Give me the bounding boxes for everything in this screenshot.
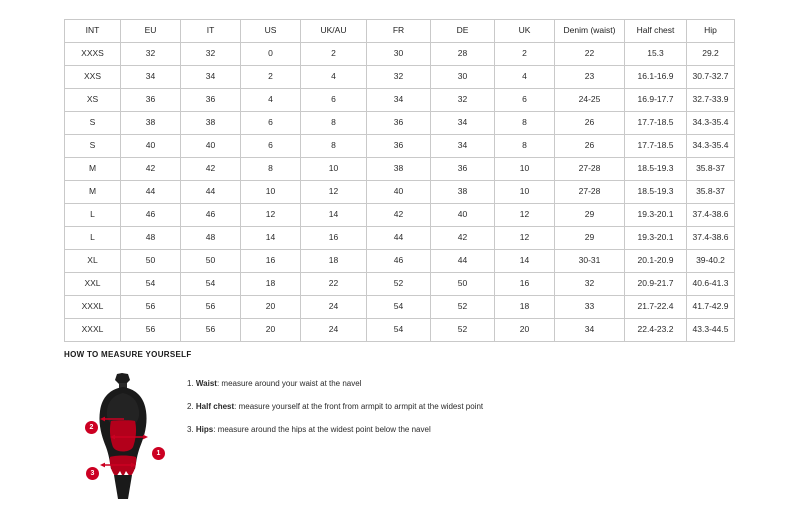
column-header-de: DE	[431, 20, 495, 43]
cell-us: 0	[241, 43, 301, 66]
cell-hip: 37.4-38.6	[687, 227, 735, 250]
cell-us: 20	[241, 296, 301, 319]
size-chart-container	[64, 19, 734, 342]
cell-uk-au: 6	[301, 89, 367, 112]
cell-half-chest: 20.9-21.7	[625, 273, 687, 296]
cell-de: 32	[431, 89, 495, 112]
cell-eu: 46	[121, 204, 181, 227]
cell-uk-au: 24	[301, 319, 367, 342]
cell-eu: 56	[121, 296, 181, 319]
table-row	[65, 273, 735, 296]
table-row	[65, 135, 735, 158]
cell-hip: 41.7-42.9	[687, 296, 735, 319]
cell-uk-au: 16	[301, 227, 367, 250]
cell-eu: 48	[121, 227, 181, 250]
cell-int: XL	[65, 250, 121, 273]
cell-denim-waist: 27-28	[555, 158, 625, 181]
how-to-measure-section	[64, 350, 744, 501]
cell-uk-au: 22	[301, 273, 367, 296]
table-row	[65, 158, 735, 181]
cell-int: S	[65, 135, 121, 158]
mannequin-figure	[64, 371, 179, 501]
cell-it: 54	[181, 273, 241, 296]
cell-hip: 37.4-38.6	[687, 204, 735, 227]
measure-note-term: Waist	[195, 379, 217, 388]
cell-de: 42	[431, 227, 495, 250]
cell-it: 38	[181, 112, 241, 135]
cell-uk: 2	[495, 43, 555, 66]
cell-uk: 12	[495, 204, 555, 227]
table-row	[65, 66, 735, 89]
cell-it: 46	[181, 204, 241, 227]
cell-fr: 54	[367, 296, 431, 319]
cell-denim-waist: 26	[555, 112, 625, 135]
cell-eu: 34	[121, 66, 181, 89]
table-header-row	[65, 20, 735, 43]
cell-de: 30	[431, 66, 495, 89]
cell-hip: 29.2	[687, 43, 735, 66]
cell-eu: 50	[121, 250, 181, 273]
measure-badge-2: 2	[85, 421, 98, 434]
cell-de: 50	[431, 273, 495, 296]
cell-hip: 34.3-35.4	[687, 112, 735, 135]
cell-us: 4	[241, 89, 301, 112]
cell-int: XXXL	[65, 319, 121, 342]
table-row	[65, 89, 735, 112]
cell-denim-waist: 27-28	[555, 181, 625, 204]
cell-fr: 34	[367, 89, 431, 112]
table-body	[65, 43, 735, 342]
cell-eu: 44	[121, 181, 181, 204]
column-header-uk-au: UK/AU	[301, 20, 367, 43]
cell-us: 14	[241, 227, 301, 250]
cell-uk-au: 14	[301, 204, 367, 227]
cell-uk-au: 2	[301, 43, 367, 66]
table-row	[65, 319, 735, 342]
cell-fr: 52	[367, 273, 431, 296]
measure-note-index: 3.	[187, 424, 194, 434]
cell-eu: 54	[121, 273, 181, 296]
cell-it: 40	[181, 135, 241, 158]
cell-fr: 32	[367, 66, 431, 89]
cell-uk: 16	[495, 273, 555, 296]
cell-hip: 40.6-41.3	[687, 273, 735, 296]
cell-hip: 43.3-44.5	[687, 319, 735, 342]
cell-uk-au: 8	[301, 135, 367, 158]
cell-de: 44	[431, 250, 495, 273]
cell-int: L	[65, 204, 121, 227]
how-to-measure-body	[64, 371, 744, 501]
cell-eu: 38	[121, 112, 181, 135]
cell-denim-waist: 24-25	[555, 89, 625, 112]
column-header-hip: Hip	[687, 20, 735, 43]
cell-it: 32	[181, 43, 241, 66]
measure-note-index: 2.	[187, 401, 194, 411]
cell-uk: 18	[495, 296, 555, 319]
measure-note-text: : measure yourself at the front from armpit to armpit at the widest point	[234, 401, 484, 411]
cell-us: 12	[241, 204, 301, 227]
measure-notes-list	[179, 371, 483, 447]
measure-note-index: 1.	[187, 379, 194, 388]
cell-int: XXL	[65, 273, 121, 296]
cell-eu: 32	[121, 43, 181, 66]
cell-half-chest: 16.9-17.7	[625, 89, 687, 112]
table-header	[65, 20, 735, 43]
cell-denim-waist: 33	[555, 296, 625, 319]
cell-uk-au: 18	[301, 250, 367, 273]
cell-half-chest: 17.7-18.5	[625, 135, 687, 158]
cell-uk-au: 10	[301, 158, 367, 181]
cell-eu: 40	[121, 135, 181, 158]
cell-half-chest: 16.1-16.9	[625, 66, 687, 89]
cell-us: 8	[241, 158, 301, 181]
cell-hip: 39-40.2	[687, 250, 735, 273]
cell-fr: 40	[367, 181, 431, 204]
cell-half-chest: 15.3	[625, 43, 687, 66]
cell-de: 28	[431, 43, 495, 66]
cell-fr: 42	[367, 204, 431, 227]
cell-fr: 46	[367, 250, 431, 273]
measure-note-text: : measure around your waist at the navel	[216, 379, 362, 388]
cell-uk: 14	[495, 250, 555, 273]
cell-uk-au: 8	[301, 112, 367, 135]
cell-us: 10	[241, 181, 301, 204]
cell-uk-au: 24	[301, 296, 367, 319]
cell-eu: 36	[121, 89, 181, 112]
cell-eu: 42	[121, 158, 181, 181]
cell-us: 16	[241, 250, 301, 273]
cell-half-chest: 21.7-22.4	[625, 296, 687, 319]
cell-uk: 8	[495, 112, 555, 135]
cell-it: 34	[181, 66, 241, 89]
how-to-measure-title: HOW TO MEASURE YOURSELF	[64, 350, 192, 359]
cell-eu: 56	[121, 319, 181, 342]
cell-us: 6	[241, 112, 301, 135]
cell-fr: 30	[367, 43, 431, 66]
cell-hip: 35.8-37	[687, 158, 735, 181]
cell-de: 52	[431, 296, 495, 319]
cell-us: 18	[241, 273, 301, 296]
cell-int: L	[65, 227, 121, 250]
measure-badge-1: 1	[152, 447, 165, 460]
cell-half-chest: 18.5-19.3	[625, 158, 687, 181]
size-chart-table	[64, 19, 735, 342]
table-row	[65, 112, 735, 135]
measure-note-term: Hips	[195, 424, 214, 434]
table-row	[65, 227, 735, 250]
cell-uk: 6	[495, 89, 555, 112]
cell-de: 36	[431, 158, 495, 181]
cell-it: 44	[181, 181, 241, 204]
column-header-eu: EU	[121, 20, 181, 43]
cell-de: 34	[431, 112, 495, 135]
cell-hip: 32.7-33.9	[687, 89, 735, 112]
cell-hip: 35.8-37	[687, 181, 735, 204]
cell-it: 56	[181, 319, 241, 342]
cell-half-chest: 19.3-20.1	[625, 227, 687, 250]
cell-de: 34	[431, 135, 495, 158]
cell-uk-au: 12	[301, 181, 367, 204]
cell-int: M	[65, 181, 121, 204]
cell-us: 6	[241, 135, 301, 158]
cell-de: 52	[431, 319, 495, 342]
table-row	[65, 296, 735, 319]
cell-hip: 30.7-32.7	[687, 66, 735, 89]
cell-us: 20	[241, 319, 301, 342]
table-row	[65, 181, 735, 204]
measure-note-term: Half chest	[195, 401, 235, 411]
cell-uk: 8	[495, 135, 555, 158]
measure-badge-3: 3	[86, 467, 99, 480]
cell-denim-waist: 34	[555, 319, 625, 342]
cell-uk-au: 4	[301, 66, 367, 89]
cell-int: M	[65, 158, 121, 181]
mannequin-illustration	[64, 371, 179, 501]
column-header-int: INT	[65, 20, 121, 43]
cell-int: S	[65, 112, 121, 135]
cell-de: 40	[431, 204, 495, 227]
cell-it: 48	[181, 227, 241, 250]
cell-fr: 38	[367, 158, 431, 181]
cell-half-chest: 17.7-18.5	[625, 112, 687, 135]
measure-note-waist	[187, 379, 483, 390]
cell-uk: 12	[495, 227, 555, 250]
cell-it: 36	[181, 89, 241, 112]
cell-int: XXXS	[65, 43, 121, 66]
cell-int: XXXL	[65, 296, 121, 319]
column-header-us: US	[241, 20, 301, 43]
cell-half-chest: 20.1-20.9	[625, 250, 687, 273]
cell-de: 38	[431, 181, 495, 204]
measure-note-hips	[187, 425, 483, 436]
cell-half-chest: 18.5-19.3	[625, 181, 687, 204]
cell-denim-waist: 29	[555, 227, 625, 250]
table-row	[65, 204, 735, 227]
column-header-fr: FR	[367, 20, 431, 43]
cell-half-chest: 22.4-23.2	[625, 319, 687, 342]
cell-hip: 34.3-35.4	[687, 135, 735, 158]
measure-note-half-chest	[187, 402, 483, 413]
cell-uk: 20	[495, 319, 555, 342]
cell-us: 2	[241, 66, 301, 89]
cell-fr: 36	[367, 112, 431, 135]
cell-int: XXS	[65, 66, 121, 89]
cell-denim-waist: 23	[555, 66, 625, 89]
column-header-it: IT	[181, 20, 241, 43]
table-row	[65, 43, 735, 66]
column-header-half-chest: Half chest	[625, 20, 687, 43]
column-header-uk: UK	[495, 20, 555, 43]
cell-it: 50	[181, 250, 241, 273]
cell-uk: 10	[495, 158, 555, 181]
cell-denim-waist: 26	[555, 135, 625, 158]
cell-denim-waist: 29	[555, 204, 625, 227]
table-row	[65, 250, 735, 273]
cell-denim-waist: 30-31	[555, 250, 625, 273]
column-header-denim-waist: Denim (waist)	[555, 20, 625, 43]
cell-int: XS	[65, 89, 121, 112]
cell-it: 56	[181, 296, 241, 319]
cell-uk: 4	[495, 66, 555, 89]
cell-fr: 54	[367, 319, 431, 342]
measure-note-text: : measure around the hips at the widest point below the navel	[213, 424, 431, 434]
cell-fr: 44	[367, 227, 431, 250]
cell-fr: 36	[367, 135, 431, 158]
cell-half-chest: 19.3-20.1	[625, 204, 687, 227]
cell-it: 42	[181, 158, 241, 181]
cell-denim-waist: 22	[555, 43, 625, 66]
cell-uk: 10	[495, 181, 555, 204]
cell-denim-waist: 32	[555, 273, 625, 296]
